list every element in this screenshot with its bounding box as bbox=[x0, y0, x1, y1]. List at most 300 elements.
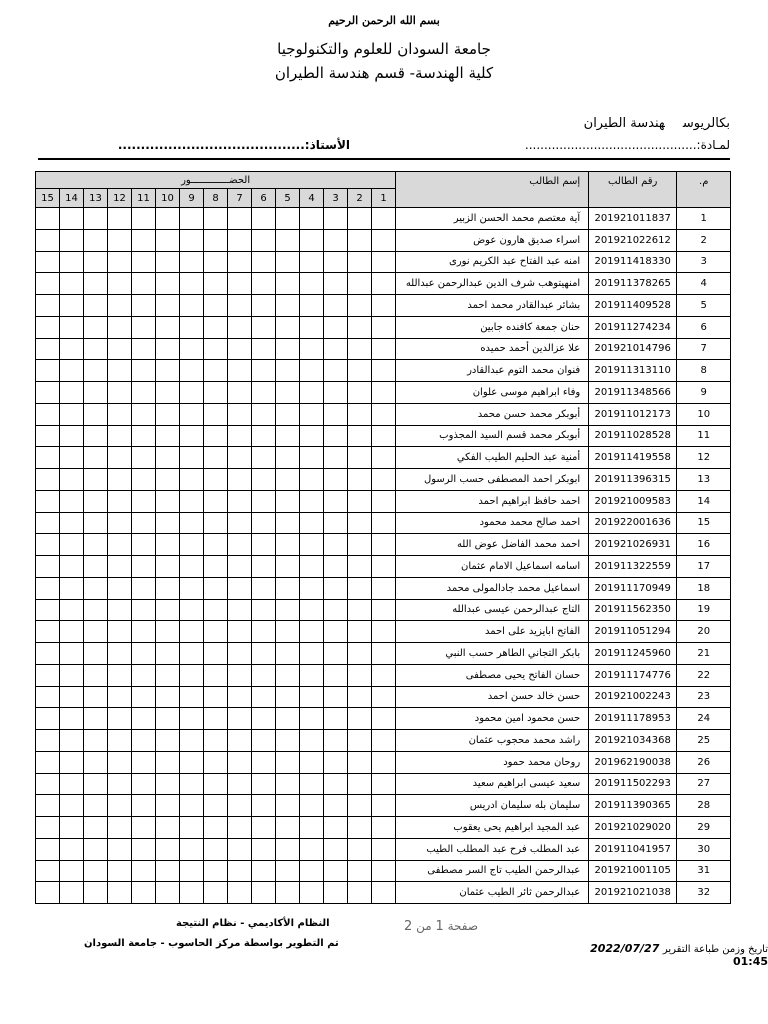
row-number: 4 bbox=[677, 273, 731, 295]
row-number: 8 bbox=[677, 360, 731, 382]
row-number: 25 bbox=[677, 730, 731, 752]
attendance-cell bbox=[204, 751, 228, 773]
table-row bbox=[36, 599, 731, 621]
attendance-cell bbox=[324, 599, 348, 621]
row-number: 31 bbox=[677, 860, 731, 882]
attendance-cell bbox=[60, 382, 84, 404]
attendance-cell bbox=[276, 817, 300, 839]
attendance-cell bbox=[252, 577, 276, 599]
attendance-cell bbox=[324, 730, 348, 752]
attendance-cell bbox=[60, 730, 84, 752]
attendance-cell bbox=[276, 838, 300, 860]
student-name: عبدالرحمن ثائر الطيب عثمان bbox=[396, 882, 589, 904]
attendance-cell bbox=[108, 860, 132, 882]
row-number: 19 bbox=[677, 599, 731, 621]
row-number: 12 bbox=[677, 447, 731, 469]
attendance-cell bbox=[108, 382, 132, 404]
attendance-cell bbox=[204, 577, 228, 599]
attendance-cell bbox=[36, 730, 60, 752]
attendance-cell bbox=[36, 621, 60, 643]
page-of: من bbox=[416, 919, 432, 933]
student-name: احمد صالح محمد محمود bbox=[396, 512, 589, 534]
attendance-cell bbox=[300, 316, 324, 338]
table-row bbox=[36, 490, 731, 512]
attendance-cell bbox=[276, 316, 300, 338]
attendance-cell bbox=[252, 643, 276, 665]
attendance-cell bbox=[60, 795, 84, 817]
attendance-cell bbox=[84, 860, 108, 882]
attendance-cell bbox=[348, 447, 372, 469]
attendance-cell bbox=[372, 490, 396, 512]
row-number: 28 bbox=[677, 795, 731, 817]
attendance-cell bbox=[132, 316, 156, 338]
table-row bbox=[36, 860, 731, 882]
attendance-cell bbox=[180, 490, 204, 512]
attendance-cell bbox=[60, 686, 84, 708]
attendance-cell bbox=[372, 208, 396, 230]
student-id: 201911390365 bbox=[589, 795, 677, 817]
attendance-cell bbox=[300, 817, 324, 839]
row-number: 17 bbox=[677, 556, 731, 578]
attendance-cell bbox=[228, 469, 252, 491]
student-id: 201911313110 bbox=[589, 360, 677, 382]
attendance-cell bbox=[108, 882, 132, 904]
attendance-cell bbox=[300, 686, 324, 708]
print-time: 01:45 bbox=[732, 955, 768, 968]
attendance-cell bbox=[84, 621, 108, 643]
attendance-cell bbox=[36, 838, 60, 860]
attendance-cell bbox=[252, 490, 276, 512]
attendance-cell bbox=[36, 556, 60, 578]
attendance-cell bbox=[36, 643, 60, 665]
attendance-cell bbox=[252, 251, 276, 273]
table-row bbox=[36, 751, 731, 773]
attendance-cell bbox=[132, 838, 156, 860]
attendance-cell bbox=[228, 534, 252, 556]
attendance-cell bbox=[228, 643, 252, 665]
attendance-cell bbox=[132, 577, 156, 599]
attendance-cell bbox=[132, 295, 156, 317]
attendance-cell bbox=[84, 490, 108, 512]
attendance-cell bbox=[132, 795, 156, 817]
row-number: 21 bbox=[677, 643, 731, 665]
attendance-cell bbox=[84, 273, 108, 295]
attendance-cell bbox=[108, 208, 132, 230]
attendance-cell bbox=[252, 621, 276, 643]
attendance-cell bbox=[348, 208, 372, 230]
attendance-cell bbox=[300, 882, 324, 904]
attendance-cell bbox=[324, 534, 348, 556]
attendance-cell bbox=[36, 534, 60, 556]
student-name: امنه عبد الفتاح عبد الكريم نورى bbox=[396, 251, 589, 273]
attendance-cell bbox=[300, 382, 324, 404]
table-row bbox=[36, 730, 731, 752]
attendance-cell bbox=[132, 860, 156, 882]
student-id: 201911502293 bbox=[589, 773, 677, 795]
attendance-cell bbox=[60, 273, 84, 295]
print-timestamp bbox=[522, 942, 768, 968]
attendance-cell bbox=[348, 425, 372, 447]
attendance-cell bbox=[228, 882, 252, 904]
attendance-cell bbox=[276, 447, 300, 469]
attendance-cell bbox=[108, 599, 132, 621]
attendance-cell bbox=[108, 273, 132, 295]
student-name: حسن خالد حسن احمد bbox=[396, 686, 589, 708]
attendance-cell bbox=[324, 860, 348, 882]
row-number: 1 bbox=[677, 208, 731, 230]
attendance-cell bbox=[156, 882, 180, 904]
attendance-cell bbox=[84, 817, 108, 839]
attendance-cell bbox=[372, 664, 396, 686]
attendance-cell bbox=[300, 534, 324, 556]
attendance-cell bbox=[252, 556, 276, 578]
attendance-cell bbox=[252, 795, 276, 817]
attendance-cell bbox=[108, 403, 132, 425]
attendance-cell bbox=[60, 817, 84, 839]
attendance-cell bbox=[348, 817, 372, 839]
attendance-session-number: 8 bbox=[204, 189, 228, 208]
attendance-cell bbox=[84, 360, 108, 382]
table-row bbox=[36, 534, 731, 556]
attendance-cell bbox=[228, 447, 252, 469]
attendance-cell bbox=[300, 643, 324, 665]
attendance-cell bbox=[252, 664, 276, 686]
attendance-cell bbox=[228, 251, 252, 273]
attendance-cell bbox=[300, 795, 324, 817]
attendance-cell bbox=[156, 621, 180, 643]
attendance-cell bbox=[204, 425, 228, 447]
attendance-cell bbox=[60, 577, 84, 599]
attendance-cell bbox=[300, 490, 324, 512]
attendance-cell bbox=[252, 512, 276, 534]
attendance-cell bbox=[108, 577, 132, 599]
attendance-cell bbox=[228, 773, 252, 795]
attendance-cell bbox=[132, 382, 156, 404]
attendance-cell bbox=[156, 795, 180, 817]
attendance-cell bbox=[276, 338, 300, 360]
attendance-cell bbox=[180, 316, 204, 338]
student-name: امنهيتوهب شرف الدين عبدالرحمن عبدالله bbox=[396, 273, 589, 295]
attendance-cell bbox=[228, 490, 252, 512]
attendance-cell bbox=[204, 338, 228, 360]
attendance-cell bbox=[60, 556, 84, 578]
attendance-session-number: 2 bbox=[348, 189, 372, 208]
attendance-cell bbox=[252, 338, 276, 360]
attendance-cell bbox=[36, 447, 60, 469]
attendance-cell bbox=[132, 773, 156, 795]
attendance-cell bbox=[348, 577, 372, 599]
attendance-cell bbox=[84, 295, 108, 317]
student-id: 201911418330 bbox=[589, 251, 677, 273]
attendance-session-number: 15 bbox=[36, 189, 60, 208]
attendance-session-number: 11 bbox=[132, 189, 156, 208]
attendance-cell bbox=[372, 512, 396, 534]
student-name: ابوبكر احمد المصطفى حسب الرسول bbox=[396, 469, 589, 491]
attendance-cell bbox=[180, 447, 204, 469]
attendance-cell bbox=[372, 882, 396, 904]
attendance-cell bbox=[372, 251, 396, 273]
subject-professor-line bbox=[38, 138, 730, 156]
table-row bbox=[36, 838, 731, 860]
attendance-cell bbox=[180, 273, 204, 295]
row-number: 29 bbox=[677, 817, 731, 839]
attendance-cell bbox=[36, 882, 60, 904]
attendance-cell bbox=[276, 577, 300, 599]
attendance-cell bbox=[228, 403, 252, 425]
attendance-cell bbox=[132, 338, 156, 360]
attendance-cell bbox=[204, 360, 228, 382]
student-id: 201911419558 bbox=[589, 447, 677, 469]
table-row bbox=[36, 251, 731, 273]
attendance-cell bbox=[324, 664, 348, 686]
table-row bbox=[36, 338, 731, 360]
attendance-cell bbox=[372, 295, 396, 317]
row-number: 5 bbox=[677, 295, 731, 317]
student-id: 201921021038 bbox=[589, 882, 677, 904]
table-row bbox=[36, 621, 731, 643]
student-name: سليمان بله سليمان ادريس bbox=[396, 795, 589, 817]
student-id: 201911245960 bbox=[589, 643, 677, 665]
attendance-cell bbox=[252, 817, 276, 839]
student-id: 201911322559 bbox=[589, 556, 677, 578]
attendance-cell bbox=[372, 838, 396, 860]
attendance-cell bbox=[372, 316, 396, 338]
attendance-cell bbox=[324, 338, 348, 360]
row-number: 15 bbox=[677, 512, 731, 534]
attendance-cell bbox=[84, 403, 108, 425]
attendance-cell bbox=[36, 469, 60, 491]
attendance-cell bbox=[300, 577, 324, 599]
student-name: أبوبكر محمد قسم السيد المجذوب bbox=[396, 425, 589, 447]
student-id: 201911348566 bbox=[589, 382, 677, 404]
id-column-header: رقم الطالب bbox=[589, 172, 677, 208]
attendance-cell bbox=[156, 773, 180, 795]
attendance-session-number: 5 bbox=[276, 189, 300, 208]
degree-label: بكالريوس bbox=[682, 116, 730, 131]
attendance-cell bbox=[228, 817, 252, 839]
attendance-cell bbox=[60, 229, 84, 251]
attendance-cell bbox=[108, 686, 132, 708]
table-row bbox=[36, 708, 731, 730]
attendance-cell bbox=[324, 251, 348, 273]
attendance-cell bbox=[276, 382, 300, 404]
attendance-cell bbox=[252, 382, 276, 404]
attendance-cell bbox=[108, 817, 132, 839]
attendance-cell bbox=[228, 686, 252, 708]
attendance-cell bbox=[204, 534, 228, 556]
attendance-cell bbox=[276, 643, 300, 665]
attendance-cell bbox=[156, 403, 180, 425]
attendance-cell bbox=[372, 273, 396, 295]
student-name: وفاء ابراهيم موسى علوان bbox=[396, 382, 589, 404]
attendance-cell bbox=[156, 577, 180, 599]
attendance-cell bbox=[228, 208, 252, 230]
attendance-cell bbox=[372, 730, 396, 752]
attendance-cell bbox=[228, 860, 252, 882]
table-row bbox=[36, 316, 731, 338]
attendance-cell bbox=[84, 751, 108, 773]
attendance-cell bbox=[156, 817, 180, 839]
attendance-cell bbox=[108, 773, 132, 795]
attendance-cell bbox=[348, 621, 372, 643]
attendance-cell bbox=[252, 882, 276, 904]
attendance-cell bbox=[372, 751, 396, 773]
table-row bbox=[36, 469, 731, 491]
attendance-cell bbox=[156, 229, 180, 251]
table-row bbox=[36, 447, 731, 469]
attendance-cell bbox=[156, 273, 180, 295]
attendance-cell bbox=[36, 273, 60, 295]
attendance-cell bbox=[300, 273, 324, 295]
attendance-cell bbox=[252, 316, 276, 338]
student-id: 201921001105 bbox=[589, 860, 677, 882]
attendance-cell bbox=[252, 469, 276, 491]
professor-field: الأستاذ:......................................... bbox=[117, 138, 350, 152]
attendance-cell bbox=[204, 795, 228, 817]
attendance-cell bbox=[132, 599, 156, 621]
student-id: 201911012173 bbox=[589, 403, 677, 425]
attendance-cell bbox=[84, 708, 108, 730]
attendance-cell bbox=[276, 208, 300, 230]
student-id: 201921002243 bbox=[589, 686, 677, 708]
attendance-cell bbox=[60, 773, 84, 795]
attendance-cell bbox=[276, 860, 300, 882]
attendance-cell bbox=[276, 621, 300, 643]
attendance-cell bbox=[324, 817, 348, 839]
attendance-cell bbox=[276, 664, 300, 686]
attendance-cell bbox=[252, 360, 276, 382]
attendance-session-number: 4 bbox=[300, 189, 324, 208]
row-number: 24 bbox=[677, 708, 731, 730]
attendance-cell bbox=[300, 208, 324, 230]
attendance-cell bbox=[300, 360, 324, 382]
attendance-cell bbox=[300, 664, 324, 686]
attendance-cell bbox=[108, 512, 132, 534]
attendance-cell bbox=[156, 751, 180, 773]
attendance-cell bbox=[84, 838, 108, 860]
attendance-cell bbox=[84, 208, 108, 230]
attendance-cell bbox=[132, 643, 156, 665]
attendance-cell bbox=[84, 577, 108, 599]
attendance-cell bbox=[372, 817, 396, 839]
attendance-cell bbox=[84, 469, 108, 491]
row-number: 14 bbox=[677, 490, 731, 512]
attendance-cell bbox=[276, 490, 300, 512]
attendance-cell bbox=[228, 795, 252, 817]
attendance-cell bbox=[132, 208, 156, 230]
attendance-cell bbox=[348, 773, 372, 795]
attendance-cell bbox=[180, 773, 204, 795]
attendance-cell bbox=[372, 360, 396, 382]
attendance-cell bbox=[276, 469, 300, 491]
attendance-cell bbox=[108, 425, 132, 447]
attendance-cell bbox=[348, 643, 372, 665]
table-row bbox=[36, 556, 731, 578]
student-id: 201911051294 bbox=[589, 621, 677, 643]
attendance-cell bbox=[36, 708, 60, 730]
table-row bbox=[36, 403, 731, 425]
attendance-cell bbox=[132, 556, 156, 578]
attendance-cell bbox=[36, 403, 60, 425]
attendance-cell bbox=[132, 817, 156, 839]
name-column-header: إسم الطالب bbox=[396, 172, 589, 208]
row-number: 30 bbox=[677, 838, 731, 860]
student-id: 201922001636 bbox=[589, 512, 677, 534]
attendance-cell bbox=[300, 512, 324, 534]
attendance-cell bbox=[132, 621, 156, 643]
attendance-cell bbox=[276, 403, 300, 425]
attendance-cell bbox=[372, 469, 396, 491]
attendance-cell bbox=[300, 621, 324, 643]
attendance-cell bbox=[276, 512, 300, 534]
attendance-cell bbox=[372, 773, 396, 795]
attendance-cell bbox=[36, 229, 60, 251]
attendance-cell bbox=[60, 425, 84, 447]
attendance-cell bbox=[348, 599, 372, 621]
student-name: بابكر التجاني الطاهر حسب النبي bbox=[396, 643, 589, 665]
attendance-cell bbox=[60, 643, 84, 665]
attendance-cell bbox=[324, 643, 348, 665]
attendance-cell bbox=[36, 208, 60, 230]
attendance-cell bbox=[156, 730, 180, 752]
attendance-cell bbox=[228, 425, 252, 447]
student-id: 201911274234 bbox=[589, 316, 677, 338]
attendance-cell bbox=[132, 664, 156, 686]
attendance-cell bbox=[228, 229, 252, 251]
student-id: 201921014796 bbox=[589, 338, 677, 360]
attendance-cell bbox=[348, 490, 372, 512]
student-name: عبد المطلب فرح عبد المطلب الطيب bbox=[396, 838, 589, 860]
student-name: فنوان محمد التوم عبدالقادر bbox=[396, 360, 589, 382]
student-id: 201911409528 bbox=[589, 295, 677, 317]
attendance-cell bbox=[204, 730, 228, 752]
attendance-cell bbox=[300, 403, 324, 425]
attendance-cell bbox=[132, 686, 156, 708]
student-id: 201962190038 bbox=[589, 751, 677, 773]
attendance-cell bbox=[252, 534, 276, 556]
attendance-cell bbox=[180, 860, 204, 882]
attendance-cell bbox=[36, 338, 60, 360]
student-name: عبد المجيد ابراهيم يحى يعقوب bbox=[396, 817, 589, 839]
attendance-cell bbox=[204, 469, 228, 491]
faculty-department: كلية الهندسة- قسم هندسة الطيران bbox=[274, 64, 494, 82]
attendance-cell bbox=[324, 556, 348, 578]
attendance-cell bbox=[372, 577, 396, 599]
table-row bbox=[36, 686, 731, 708]
attendance-cell bbox=[108, 251, 132, 273]
table-row bbox=[36, 273, 731, 295]
row-number: 9 bbox=[677, 382, 731, 404]
attendance-cell bbox=[324, 773, 348, 795]
attendance-cell bbox=[60, 599, 84, 621]
attendance-cell bbox=[156, 490, 180, 512]
attendance-cell bbox=[132, 360, 156, 382]
attendance-cell bbox=[108, 338, 132, 360]
attendance-cell bbox=[348, 360, 372, 382]
attendance-cell bbox=[228, 730, 252, 752]
row-number: 20 bbox=[677, 621, 731, 643]
attendance-cell bbox=[108, 708, 132, 730]
attendance-cell bbox=[276, 773, 300, 795]
attendance-cell bbox=[180, 686, 204, 708]
student-name: سعيد عيسى ابراهيم سعيد bbox=[396, 773, 589, 795]
attendance-cell bbox=[228, 512, 252, 534]
attendance-cell bbox=[36, 860, 60, 882]
attendance-cell bbox=[108, 295, 132, 317]
attendance-cell bbox=[156, 838, 180, 860]
attendance-cell bbox=[132, 469, 156, 491]
attendance-session-number: 1 bbox=[372, 189, 396, 208]
